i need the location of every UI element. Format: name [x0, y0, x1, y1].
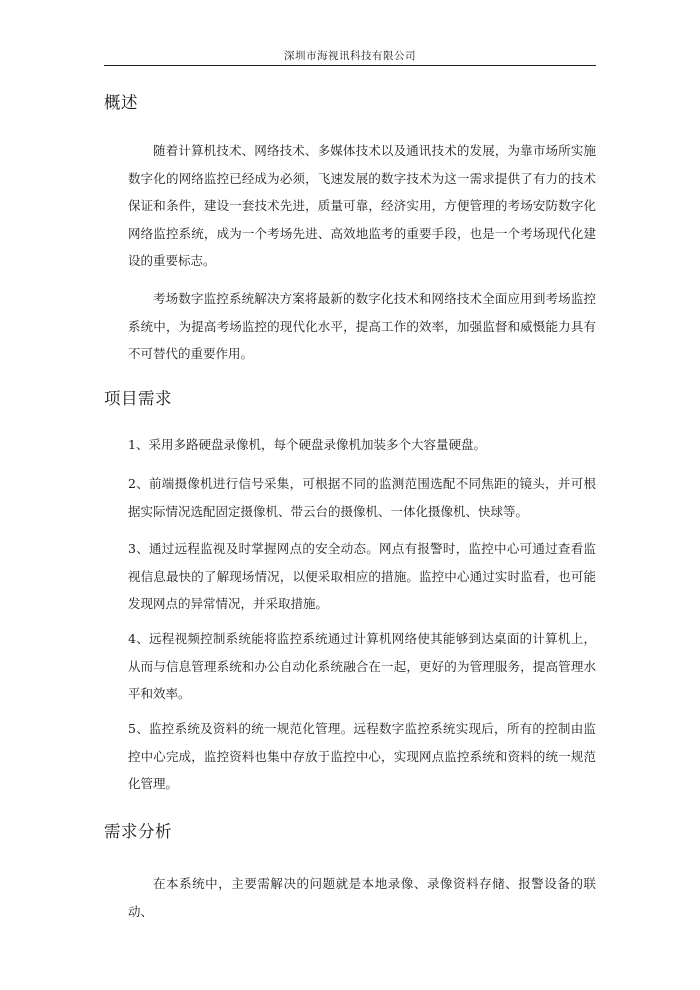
overview-paragraph-2: 考场数字监控系统解决方案将最新的数字化技术和网络技术全面应用到考场监控系统中，为提高考场监控的现代化水平，提高工作的效率，加强监督和威慑能力具有不可替代的重要作用。	[128, 291, 596, 361]
section-heading-overview: 概述	[104, 93, 138, 112]
requirement-item-3: 3、通过远程监视及时掌握网点的安全动态。网点有报警时，监控中心可通过查看监视信息最快的了解现场情况，以便采取相应的措施。监控中心通过实时监看，也可能发现网点的异常情况，并采取措施。	[128, 541, 596, 611]
overview-paragraph-1: 随着计算机技术、网络技术、多媒体技术以及通讯技术的发展，为靠市场所实施数字化的网络监控已经成为必须，飞速发展的数字技术为这一需求提供了有力的技术保证和条件，建设一套技术先进，质量可靠，经济实用，方便管理的考场安防数字化网络监控系统，成为一个考场先进、高效地监考的重要手段，也是一个考场现代化建设的重要标志。	[128, 143, 596, 268]
analysis-paragraph-1: 在本系统中，主要需解决的问题就是本地录像、录像资料存储、报警设备的联动、	[128, 876, 596, 919]
requirement-item-4: 4、远程视频控制系统能将监控系统通过计算机网络使其能够到达桌面的计算机上，从而与信息管理系统和办公自动化系统融合在一起，更好的为管理服务，提高管理水平和效率。	[128, 631, 596, 701]
header-rule	[104, 65, 596, 66]
section-heading-requirements: 项目需求	[104, 389, 172, 408]
running-header: 深圳市海视讯科技有限公司	[284, 50, 416, 62]
requirement-item-2: 2、前端摄像机进行信号采集，可根据不同的监测范围选配不同焦距的镜头，并可根据实际情况选配固定摄像机、带云台的摄像机、一体化摄像机、快球等。	[128, 476, 596, 519]
section-heading-analysis: 需求分析	[104, 822, 172, 841]
requirement-item-5: 5、监控系统及资料的统一规范化管理。远程数字监控系统实现后，所有的控制由监控中心完成，监控资料也集中存放于监控中心，实现网点监控系统和资料的统一规范化管理。	[128, 721, 596, 791]
requirement-item-1: 1、采用多路硬盘录像机，每个硬盘录像机加装多个大容量硬盘。	[128, 437, 486, 452]
